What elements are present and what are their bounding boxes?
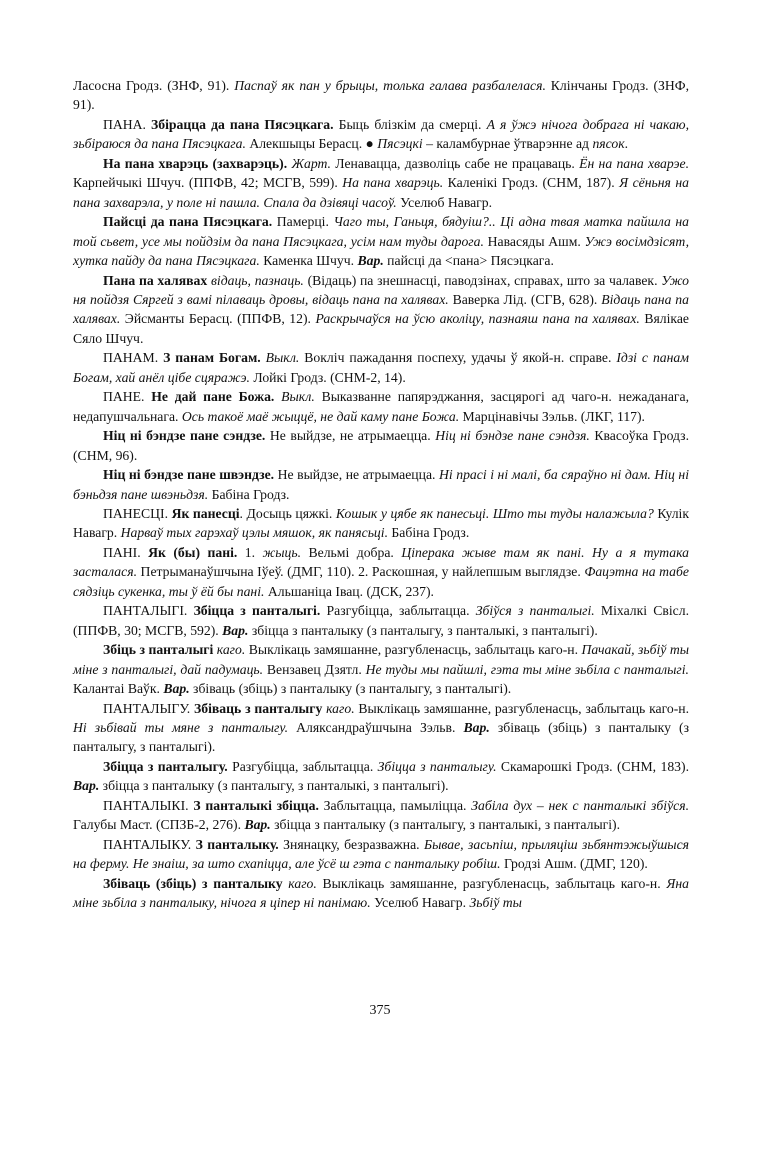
variant-label: Вар. bbox=[463, 719, 490, 735]
italic-text: Відаць пана па халявах. bbox=[73, 291, 689, 327]
body-text: Эйсманты Берасц. (ППФВ, 12). bbox=[120, 311, 316, 327]
body-text: Скамарошкі Гродз. (СНМ, 183). bbox=[496, 758, 689, 774]
body-text: Разгубіцца, заблытацца. bbox=[320, 603, 476, 619]
italic-text: Зьбіў ты bbox=[469, 895, 522, 911]
italic-text: Ось такоё маё жыццё, не дай каму пане Божа. bbox=[181, 408, 460, 424]
headword-phrase: Збірацца да пана Пясэцкага. bbox=[151, 116, 334, 132]
italic-text: Я сёньня на пана захварэла, у поле ні пашла. Спала да дзівяці часоў. bbox=[73, 175, 689, 210]
body-text: ПАНА. bbox=[103, 116, 152, 132]
body-text: Разгубіцца, заблытацца. bbox=[227, 758, 378, 774]
body-text: Каленікі Гродз. (СНМ, 187). bbox=[443, 175, 620, 191]
italic-text: Бывае, засьпіш, прыляціш зьбянтэжыўшыся на ферму. Не знаіш, за што схапіцца, але ўсё ш гэта с панталыку робіш. bbox=[73, 836, 690, 872]
body-text: Выклікаць замяшанне, разгубленасць, заблытаць каго-н. bbox=[316, 875, 667, 891]
italic-text: Збіцца з панталыгу. bbox=[377, 758, 497, 774]
entry-paragraph bbox=[73, 874, 689, 913]
body-text: Калантаі Ваўк. bbox=[73, 681, 164, 697]
italic-text: Паспаў як пан у брыцы, толька галава разбалелася. bbox=[234, 78, 546, 93]
headword-phrase: На пана хварэць (захварэць). bbox=[103, 155, 288, 171]
body-text: Галубы Маст. (СПЗБ-2, 276). bbox=[73, 817, 245, 833]
body-text: . Досыць цяжкі. bbox=[239, 505, 336, 521]
headword-phrase: Не дай пане Божа. bbox=[151, 389, 275, 405]
variant-label: Вар. bbox=[163, 681, 190, 697]
italic-text: Пясэцкі bbox=[377, 136, 423, 152]
body-text: ПАНТАЛЫКІ. bbox=[103, 797, 194, 813]
body-text: Аляксандраўшчына Зэльв. bbox=[288, 719, 464, 735]
body-text: ПАНТАЛЫГУ. bbox=[103, 700, 195, 716]
body-text: Бабіна Гродз. bbox=[208, 486, 290, 502]
body-text: Лойкі Гродз. (СНМ-2, 14). bbox=[249, 369, 406, 385]
italic-text: А я ўжэ нічога добрага ні чакаю, зьбіраюся да пана Пясэцкага. bbox=[73, 116, 689, 152]
headword-phrase: З панталыкі збіцца. bbox=[193, 797, 319, 813]
headword-phrase: Збіцца з панталыгі. bbox=[193, 603, 321, 619]
entry-paragraph bbox=[73, 387, 689, 426]
entry-paragraph bbox=[73, 601, 689, 640]
italic-text: каго. bbox=[288, 875, 317, 891]
italic-text: Чаго ты, Ганьця, бядуіш?.. Ці адна твая матка пайшла на той сьвет, усе мы пойдзім да пана Пясэцкага, усім нам туды дарога. bbox=[73, 214, 690, 249]
italic-text: Ціперака жыве там як пані. Ну а я тутака засталася. bbox=[73, 544, 690, 580]
body-text: ПАНЕ. bbox=[103, 389, 152, 405]
headword-phrase: Як (бы) пані. bbox=[148, 544, 238, 560]
body-text: Кулік Навагр. bbox=[73, 505, 690, 541]
italic-text: каго. bbox=[216, 642, 246, 658]
headword-phrase: З панталыку. bbox=[195, 836, 279, 852]
entry-paragraph bbox=[73, 543, 689, 601]
dictionary-page bbox=[73, 76, 689, 912]
body-text: ПАНАМ. bbox=[103, 350, 164, 366]
body-text: Міхалкі Свісл. (ППФВ, 30; МСГВ, 592). bbox=[73, 603, 689, 638]
body-text: Ласосна Гродз. (ЗНФ, 91). bbox=[73, 78, 235, 93]
body-text: Петрыманаўшчына Іўеў. (ДМГ, 110). 2. Раскошная, у найлепшым выглядзе. bbox=[137, 564, 585, 580]
italic-text: Ідзі с панам Богам, хай анёл цібе сцяражэ. bbox=[73, 350, 689, 385]
headword-phrase: Пана па халявах bbox=[103, 272, 208, 288]
italic-text: Ні зьбівай ты мяне з панталыгу. bbox=[73, 719, 289, 735]
entry-paragraph bbox=[73, 76, 689, 115]
body-text: Каменка Шчуч. bbox=[259, 253, 358, 269]
body-text: Гродзі Ашм. (ДМГ, 120). bbox=[500, 856, 648, 872]
headword-phrase: Як панесці bbox=[171, 505, 240, 521]
variant-label: Вар. bbox=[222, 622, 249, 638]
headword-phrase: Збіваць (збіць) з панталыку bbox=[103, 875, 283, 891]
body-text: Выклікаць замяшанне, разгубленасць, заблытаць каго-н. bbox=[245, 642, 582, 658]
body-text: Уселюб Навагр. bbox=[396, 194, 493, 210]
italic-text: Выкл. bbox=[265, 350, 300, 366]
body-text: Алекшыцы Берасц. ● bbox=[245, 136, 378, 152]
italic-text: Ужэ восімдзісят, хутка пайду да пана Пясэцкага. bbox=[73, 233, 690, 269]
italic-text: Нарваў тых гарэхаў цэлы мяшок, як панясьці. bbox=[120, 525, 388, 541]
italic-text: Фацэтна на табе сядзіць сукенка, ты ў ёй бы пані. bbox=[73, 564, 689, 599]
italic-text: Раскрычаўся на ўсю аколіцу, пазнаяш пана па халявах. bbox=[315, 311, 640, 327]
entry-paragraph bbox=[73, 640, 689, 698]
body-text: Не выйдзе, не атрымаецца. bbox=[265, 428, 436, 444]
headword-phrase: Пайсці да пана Пясэцкага. bbox=[103, 214, 273, 230]
headword-phrase: Збіцца з панталыгу. bbox=[103, 758, 228, 774]
entry-paragraph bbox=[73, 504, 689, 543]
variant-label: Вар. bbox=[244, 817, 271, 833]
body-text: Выказванне папярэджання, засцярогі ад чаго-н. нежаданага, недапушчальнага. bbox=[73, 389, 690, 424]
entry-paragraph bbox=[73, 212, 689, 270]
italic-text: Жарт. bbox=[291, 155, 331, 171]
body-text: – каламбурнае ўтварэнне ад bbox=[422, 136, 593, 152]
body-text: Альшаніца Івац. (ДСК, 237). bbox=[264, 583, 434, 599]
italic-text: Кошык у цябе як панесьці. Што ты туды налажыла? bbox=[335, 505, 654, 521]
entry-paragraph bbox=[73, 154, 689, 212]
headword-phrase: Збіць з панталыгі bbox=[103, 642, 214, 658]
italic-text: На пана хварэць. bbox=[342, 175, 444, 191]
body-text: збіцца з панталыку (з панталыгу, з панталыкі, з панталыгі). bbox=[99, 778, 449, 794]
body-text: ПАНІ. bbox=[103, 544, 149, 560]
entry-paragraph bbox=[73, 699, 689, 757]
body-text: ПАНТАЛЫКУ. bbox=[103, 836, 196, 852]
variant-label: Вар. bbox=[357, 253, 384, 269]
italic-text: Збіўся з панталыгі. bbox=[475, 603, 595, 619]
body-text: Вялікае Сяло Шчуч. bbox=[73, 311, 689, 346]
headword-phrase: Ніц ні бэндзе пане швэндзе. bbox=[103, 467, 275, 483]
body-text: Выклікаць замяшанне, разгубленасць, заблытаць каго-н. bbox=[354, 700, 690, 716]
body-text: Вокліч пажадання поспеху, удачы ў якой-н. справе. bbox=[299, 350, 617, 366]
body-text: збіцца з панталыку (з панталыгу, з панталыкі, з панталыгі). bbox=[248, 622, 598, 638]
italic-text: відаць, пазнаць. bbox=[210, 272, 304, 288]
entry-paragraph bbox=[73, 757, 689, 796]
body-text: Клінчаны Гродз. (ЗНФ, 91). bbox=[73, 78, 690, 113]
italic-text: Ніц ні бэндзе пане сэндзя. bbox=[435, 428, 590, 444]
italic-text: каго. bbox=[326, 700, 355, 716]
body-text: (Відаць) па знешнасці, паводзінах, справах, што за чалавек. bbox=[303, 272, 662, 288]
body-text: Не выйдзе, не атрымаецца. bbox=[274, 467, 439, 483]
italic-text: Выкл. bbox=[281, 389, 315, 405]
body-text: Бабіна Гродз. bbox=[388, 525, 470, 541]
body-text: збіваць (збіць) з панталыку (з панталыгу, з панталыгі). bbox=[189, 681, 512, 697]
headword-phrase: З панам Богам. bbox=[163, 350, 261, 366]
body-text: збіваць (збіць) з панталыку (з панталыгу, з панталыгі). bbox=[73, 719, 689, 755]
headword-phrase: Ніц ні бэндзе пане сэндзе. bbox=[103, 428, 266, 444]
italic-text: Пачакай, зьбіў ты міне з панталыгі, дай падумаць. bbox=[73, 642, 690, 677]
italic-text: Ні прасі і ні малі, ба сяраўно ні дам. Ніц ні бэньдзя пане швэньдзя. bbox=[73, 467, 689, 502]
body-text: Памерці. bbox=[272, 214, 334, 230]
entry-paragraph bbox=[73, 348, 689, 387]
body-text: Ленавацца, дазволіць сабе не працаваць. bbox=[330, 155, 580, 171]
entry-paragraph bbox=[73, 465, 689, 504]
body-text: ПАНЕСЦІ. bbox=[103, 505, 172, 521]
body-text: Заблытацца, памыліцца. bbox=[318, 797, 472, 813]
body-text: Карпейчыкі Шчуч. (ППФВ, 42; МСГВ, 599). bbox=[73, 175, 343, 191]
body-text: Уселюб Навагр. bbox=[370, 895, 470, 911]
body-text: Навасяды Ашм. bbox=[483, 233, 585, 249]
body-text: Вельмі добра. bbox=[301, 544, 402, 560]
body-text: Вензавец Дзятл. bbox=[263, 661, 366, 677]
entry-paragraph bbox=[73, 426, 689, 465]
body-text: Квасоўка Гродз. (СНМ, 96). bbox=[73, 428, 689, 463]
headword-phrase: Збіваць з панталыгу bbox=[194, 700, 323, 716]
italic-text: Яна міне зьбіла з панталыку, нічога я ціпер ні панімаю. bbox=[73, 875, 689, 911]
body-text: . bbox=[624, 136, 629, 152]
body-text: збіцца з панталыку (з панталыгу, з панталыкі, з панталыгі). bbox=[270, 817, 621, 833]
body-text: Ваверка Лід. (СГВ, 628). bbox=[448, 291, 602, 307]
italic-text: Ён на пана хварэе. bbox=[579, 155, 690, 171]
body-text: Знянацку, безразважна. bbox=[278, 836, 425, 852]
body-text: пайсці да <пана> Пясэцкага. bbox=[383, 253, 554, 269]
body-text: Марцінавічы Зэльв. (ЛКГ, 117). bbox=[459, 408, 645, 424]
italic-text: Забіла дух – нек с панталыкі збіўся. bbox=[471, 797, 690, 813]
body-text: Быць блізкім да смерці. bbox=[333, 116, 487, 132]
italic-text: Ужо ня пойдзя Сяргей з вамі пілаваць дровы, відаць пана па халявах. bbox=[73, 272, 689, 307]
italic-text: Не туды мы пайшлі, гэта ты міне зьбіла с панталыгі. bbox=[365, 661, 689, 677]
page-number: 375 bbox=[369, 1003, 391, 1018]
italic-text: жыць. bbox=[262, 544, 302, 560]
entry-paragraph bbox=[73, 115, 689, 154]
italic-text: пясок bbox=[592, 136, 625, 152]
entry-paragraph bbox=[73, 835, 689, 874]
body-text: 1. bbox=[237, 544, 263, 560]
entry-paragraph bbox=[73, 796, 689, 835]
variant-label: Вар. bbox=[73, 778, 100, 794]
body-text: ПАНТАЛЫГІ. bbox=[103, 603, 194, 619]
entry-paragraph bbox=[73, 271, 689, 349]
